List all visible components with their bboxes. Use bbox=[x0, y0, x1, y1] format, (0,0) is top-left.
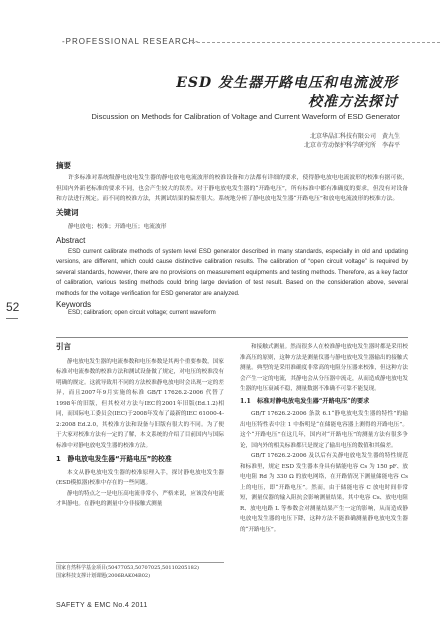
abstract-en-heading: Abstract bbox=[56, 236, 86, 245]
author-block bbox=[200, 132, 400, 150]
subsection-1-1-heading: 1.1 标准对静电放电发生器“开路电压”的要求 bbox=[240, 397, 370, 405]
keywords-en-heading: Keywords bbox=[56, 300, 92, 310]
page-number-rule bbox=[6, 318, 18, 319]
body-column-right bbox=[240, 342, 408, 535]
page-number: 52 bbox=[6, 300, 20, 314]
right-paragraph-3: GB/T 17626.2-2006 及以后有关静电放电发生器的特性规范和标准里，规定 ESD 发生器本身具有储能电容 Cs 为 150 pF、放电电阻 Rd 为 330 Ω 的放电网络，在开路情况下测量储能电容 Cs 上的电压，即“开路电压”。然而，由于储能电容 C 放电时间非常短，测量仪器的输入阻抗会影响测量结果，其中电容 Cs、放电电阻 R、放电电路 L 等参数会对测量结果产生一定的影响，从而造成静电放电发生器的电压下降，这种方法不能准确测量静电放电发生器的“开路电压”。 bbox=[240, 453, 408, 533]
author-line2: 北京市劳动保护科学研究所 李春平 bbox=[303, 142, 400, 149]
title-cn-line2: 校准方法探讨 bbox=[308, 94, 398, 110]
author-line1: 北京华晶汇科技有限公司 黄九生 bbox=[309, 133, 400, 140]
keywords-en-text: ESD; calibration; open circuit voltage; current waveform bbox=[68, 310, 216, 317]
title-cn-line1: ESD 发生器开路电压和电流波形 bbox=[176, 75, 398, 91]
right-paragraph-2: GB/T 17626.2-2006 条款 6.1“静电放电发生器的特性”的输出电压特性表中注 1 中指明是“在储能电容器上测得的开路电压”。这个“开路电压”在这几年，国内对“开路电压”的测量方法有很多争论，国内外的相关标准都只是规定了输出电压的数值和其偏差。 bbox=[240, 411, 408, 449]
abstract-cn bbox=[56, 160, 408, 230]
abstract-en-text: ESD current calibrate methods of system level ESD generator described in many standards, especially in old and updating versions, are different, which could cause distinctive calibration results. The calibration of “open circuit voltage” is required by several standards, however, there are no provisions on measurement equipments and testing methods. Therefore, as a key factor of calibration, various testing methods could bring large deviation of test result. Based on the consideration above, several methods for the voltage verification for ESD generator are analyzed. bbox=[56, 248, 408, 297]
funding-footnote bbox=[56, 562, 224, 580]
right-paragraph-1: 和接触式测量。然而很多人在校准静电放电发生器时都是采用校准高压的原则，这种方法是测量仪器与静电放电发生器输出的接触式测量。典型的是采用准确度非常高的电阻分压器来校准，但这种方法会产生一定的电流，其静电会从分压器中流走，从而造成静电放电发生器的电压衰减不稳，测量数据不准确不可靠不能复现。 bbox=[240, 344, 408, 392]
journal-section-header bbox=[62, 37, 440, 47]
body-column-left bbox=[56, 342, 224, 510]
keywords-cn-heading: 关键词 bbox=[56, 207, 79, 217]
section-1-heading: 1 静电放电发生器“开路电压”的校准 bbox=[56, 455, 172, 463]
journal-footer: SAFETY & EMC No.4 2011 bbox=[56, 602, 148, 609]
section-1-paragraph-2: 静电的特点之一是电压高电流非常小，严格来说，应该没有电流才叫静电。在静电的测量中分非接触式测量 bbox=[56, 490, 224, 507]
funding-line1: 国家自然科学基金项目(50477053,50707025,50110205182) bbox=[56, 565, 199, 571]
header-divider bbox=[182, 42, 440, 43]
abstract-en bbox=[56, 236, 408, 316]
article-title-cn bbox=[176, 74, 398, 112]
keywords-cn-text: 静电放电；校准；开路电压；电流波形 bbox=[68, 223, 167, 230]
funding-line2: 国家科技支撑计划课题(2006BAK04B02) bbox=[56, 572, 151, 579]
section-label: -PROFESSIONAL RESEARCH- bbox=[62, 37, 199, 46]
intro-heading: 引言 bbox=[56, 342, 71, 351]
abstract-cn-text: 许多标准对系统级静电放电发生器的静电放电电流波形的校准设备和方法都有详细的要求，使得静电放电电流波形的校准有据可依，但国内外新老标准的要求不同，也会产生较大的误差。对于静电放电发生器的“开路电压”，所有标准中都有准确度的要求，但没有对设备和方法进行规定。而不同的校准方法，其测试结果的偏差很大。系统地分析了静电放电发生器“开路电压”和放电电流波形的校准方法。 bbox=[56, 175, 408, 203]
article-title-en: Discussion on Methods for Calibration of Voltage and Current Waveform of ESD Generator bbox=[91, 112, 400, 121]
abstract-cn-heading: 摘要 bbox=[56, 161, 71, 170]
abstract-separator bbox=[56, 337, 408, 338]
intro-paragraph: 静电放电发生器的电流参数和电压参数是其两个重要参数，国家标准对电流参数的校准方法和测试设备做了规定，对电压的校准没有明确的规定。这就导致用不同的方法校准静电放电时会出现一定的差异，而且2007年9月实施的标准 GB/T 17626.2-2006 代替了1998年的旧版，但其校对方法与IEC的2001年旧版(Ed.1.2)相同，而国际电工委员会(IEC)于2008年发布了最新的IEC 61000-4-2:2008 Ed.2.0，其校准方法和设备与旧版有很大的不同。为了便于大家对校准方法有一定的了解，本文系统的介绍了目前国内与国际标准中对静电放电发生器的校准方法。 bbox=[56, 358, 224, 449]
section-1-paragraph-1: 本文从静电放电发生器的校准原理入手，探讨静电放电发生器(ESD模拟器)校准中存在的一些问题。 bbox=[56, 469, 224, 486]
